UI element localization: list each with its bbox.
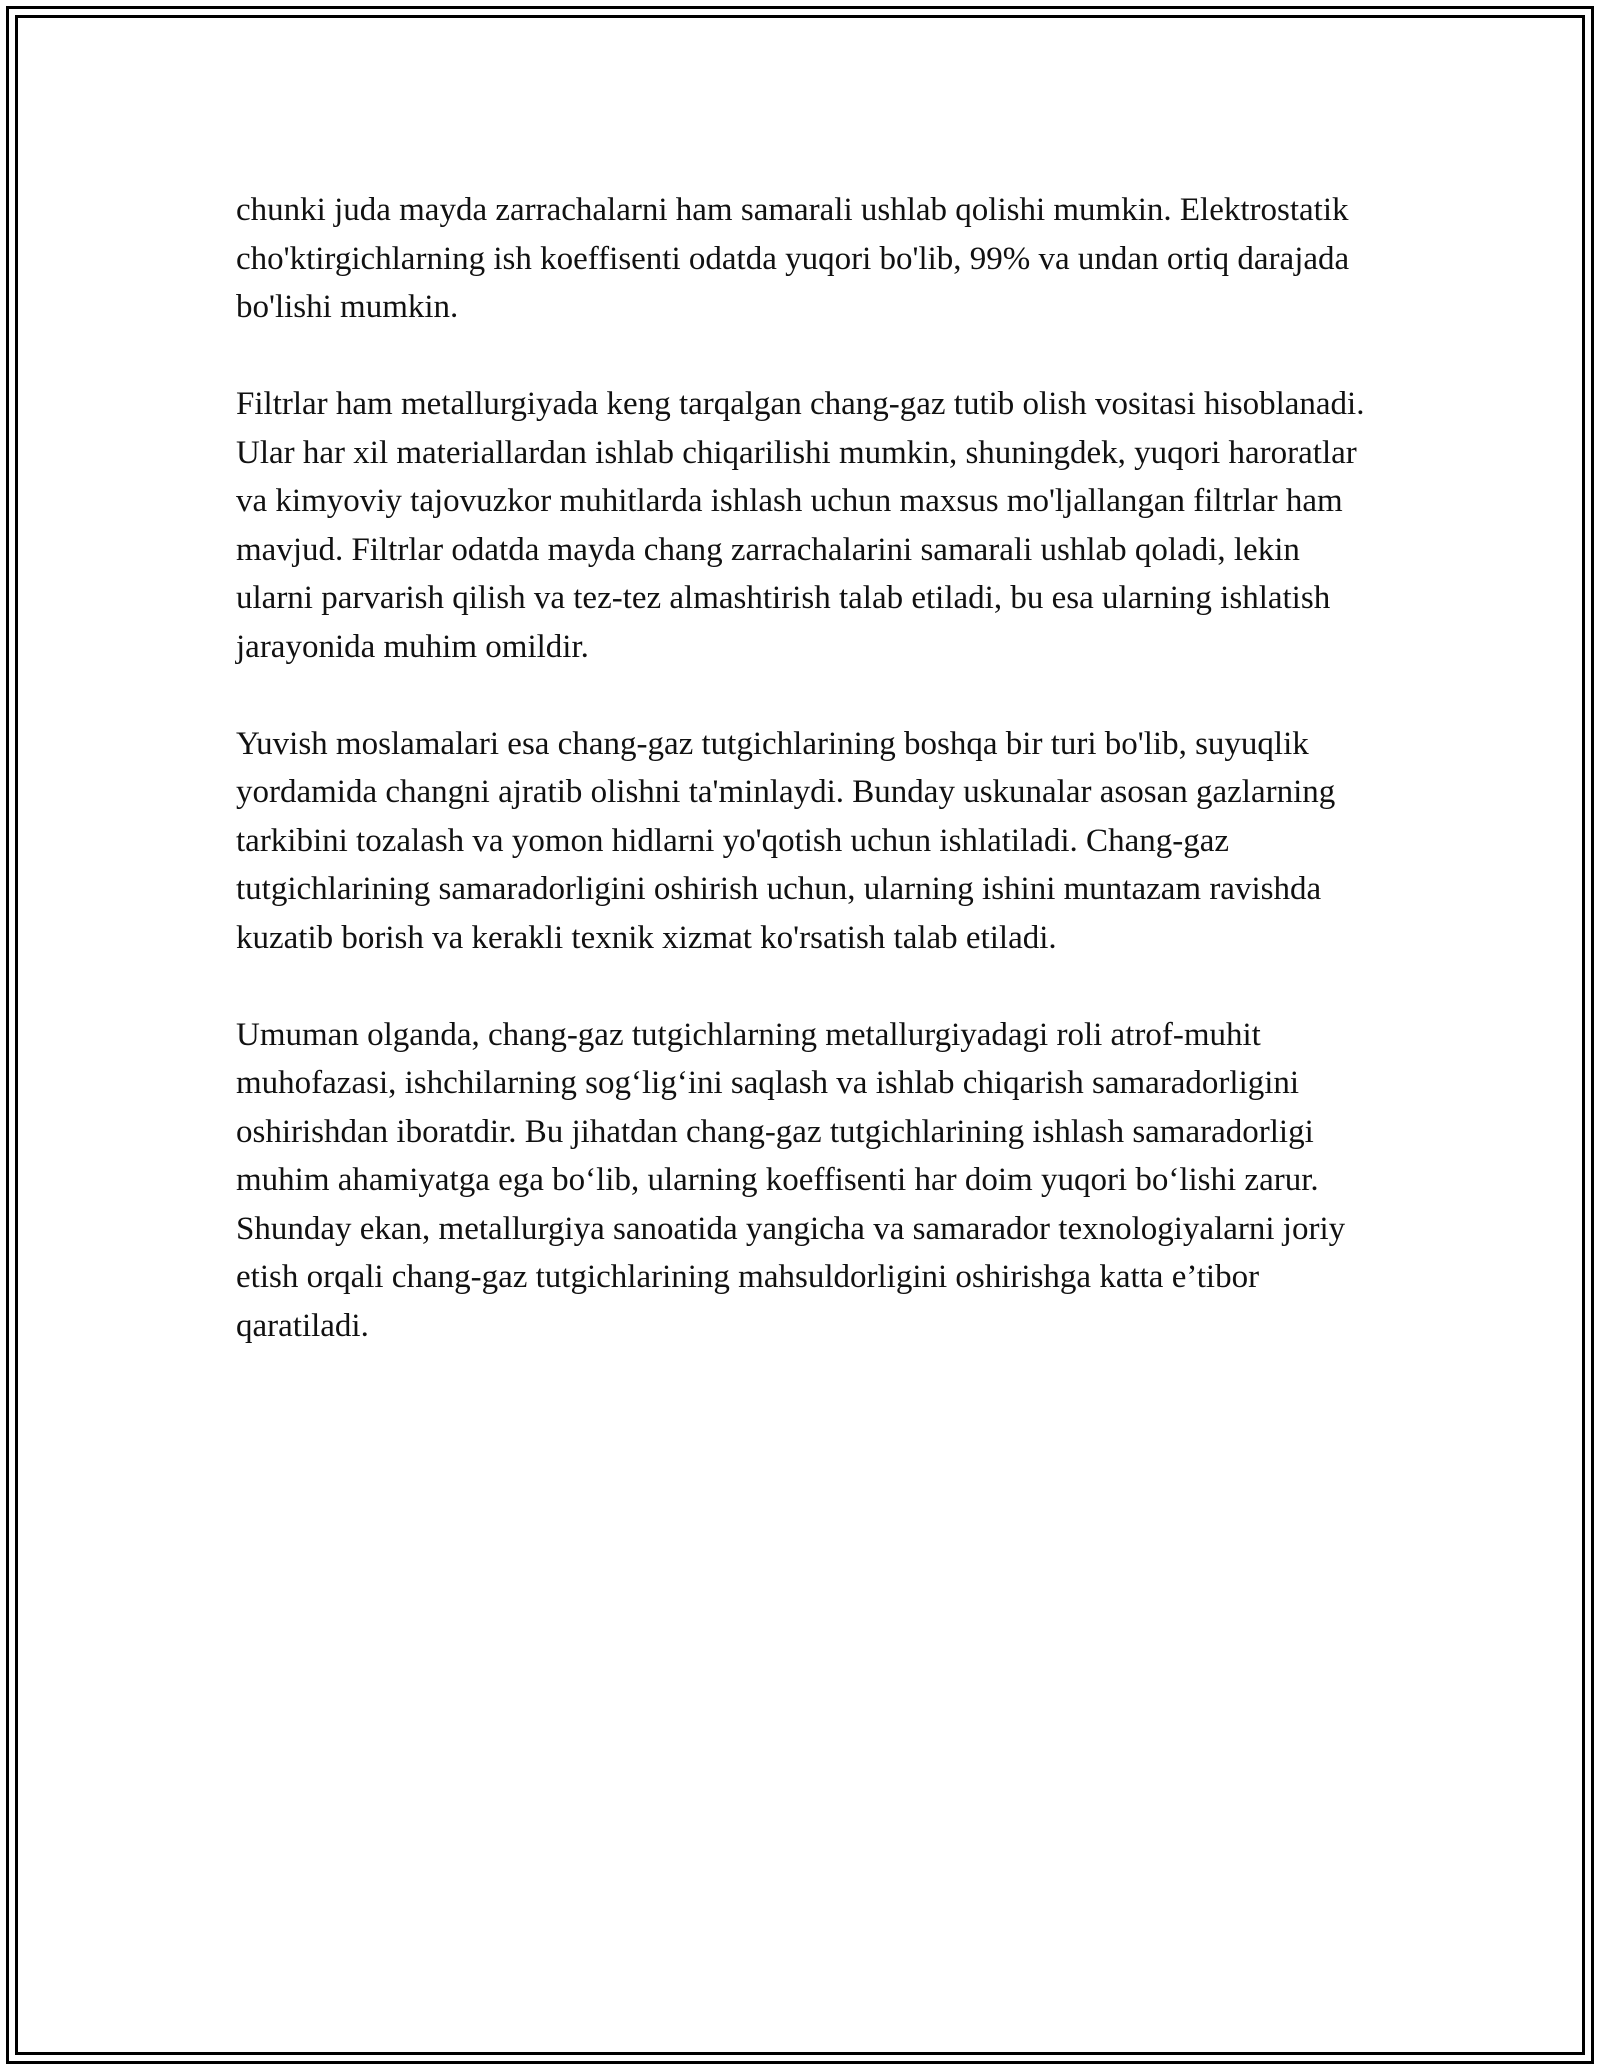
paragraph: chunki juda mayda zarrachalarni ham samarali ushlab qolishi mumkin. Elektrostatik cho'ktirgichlarning ish koeffisenti odatda yuqori bo'lib, 99% va undan ortiq darajada bo'lishi mumkin.	[236, 192, 1350, 325]
paragraph: Filtrlar ham metallurgiyada keng tarqalgan chang-gaz tutib olish vositasi hisoblanadi. Ular har xil materiallardan ishlab chiqarilishi mumkin, shuningdek, yuqori haroratlar va kimyoviy tajovuzkor muhitlarda ishlash uchun maxsus mo'ljallangan filtrlar ham mavjud. Filtrlar odatda mayda chang zarrachalarini samarali ushlab qoladi, lekin ularni parvarish qilish va tez-tez almashtirish talab etiladi, bu esa ularning ishlatish jarayonida muhim omildir.	[236, 386, 1365, 665]
paragraph: Umuman olganda, chang-gaz tutgichlarning metallurgiyadagi roli atrof-muhit muhofazasi, ishchilarning sog‘lig‘ini saqlash va ishlab chiqarish samaradorligini oshirishdan iboratdir. Bu jihatdan chang-gaz tutgichlarining ishlash samaradorligi muhim ahamiyatga ega bo‘lib, ularning koeffisenti har doim yuqori bo‘lishi zarur. Shunday ekan, metallurgiya sanoatida yangicha va samarador texnologiyalarni joriy etish orqali chang-gaz tutgichlarining mahsuldorligini oshirishga katta e’tibor qaratiladi.	[236, 1016, 1346, 1344]
document-body	[236, 186, 1366, 1350]
paragraph: Yuvish moslamalari esa chang-gaz tutgichlarining boshqa bir turi bo'lib, suyuqlik yordamida changni ajratib olishni ta'minlaydi. Bunday uskunalar asosan gazlarning tarkibini tozalash va yomon hidlarni yo'qotish uchun ishlatiladi. Chang-gaz tutgichlarining samaradorligini oshirish uchun, ularning ishini muntazam ravishda kuzatib borish va kerakli texnik xizmat ko'rsatish talab etiladi.	[236, 725, 1336, 956]
